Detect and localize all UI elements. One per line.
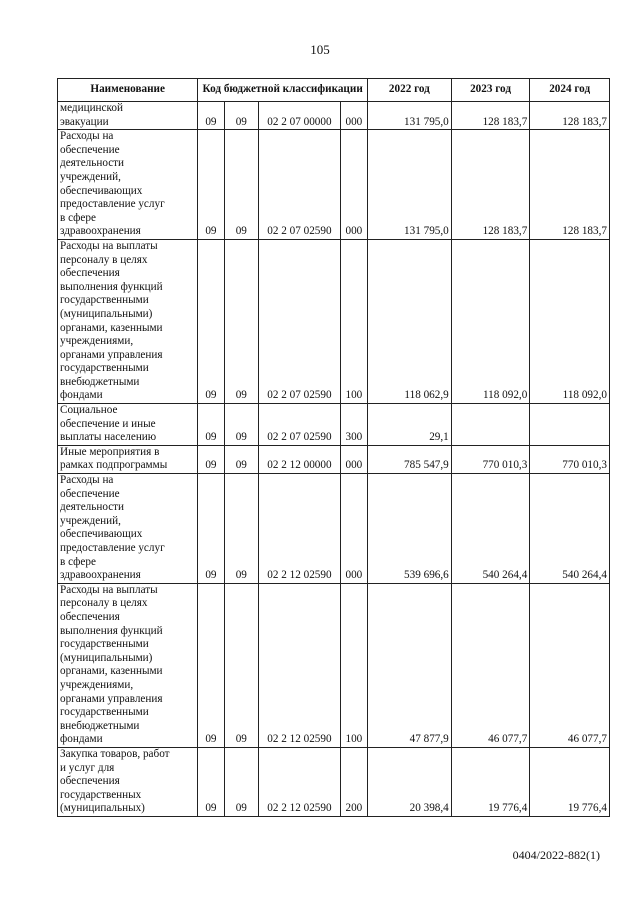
header-2023: 2023 год — [451, 79, 530, 102]
cell-rz: 09 — [198, 445, 224, 473]
cell-pr: 09 — [224, 474, 259, 584]
cell-name: медицинской эвакуации — [58, 102, 198, 130]
cell-vr: 000 — [340, 102, 367, 130]
table-row — [58, 102, 610, 130]
cell-y2024: 128 183,7 — [530, 102, 610, 130]
header-2024: 2024 год — [530, 79, 610, 102]
cell-csr: 02 2 12 02590 — [259, 583, 341, 747]
budget-table — [57, 78, 610, 817]
cell-y2022: 131 795,0 — [367, 102, 451, 130]
table-header — [58, 79, 610, 102]
cell-csr: 02 2 07 00000 — [259, 102, 341, 130]
table-body — [58, 102, 610, 817]
cell-rz: 09 — [198, 583, 224, 747]
cell-y2023 — [451, 404, 530, 446]
cell-vr: 100 — [340, 239, 367, 403]
cell-csr: 02 2 07 02590 — [259, 404, 341, 446]
cell-y2024 — [530, 404, 610, 446]
cell-y2022: 47 877,9 — [367, 583, 451, 747]
cell-rz: 09 — [198, 404, 224, 446]
cell-y2022: 785 547,9 — [367, 445, 451, 473]
cell-y2022: 20 398,4 — [367, 747, 451, 816]
cell-csr: 02 2 12 02590 — [259, 747, 341, 816]
cell-pr: 09 — [224, 747, 259, 816]
cell-pr: 09 — [224, 445, 259, 473]
cell-y2023: 128 183,7 — [451, 130, 530, 240]
header-2022: 2022 год — [367, 79, 451, 102]
cell-y2023: 46 077,7 — [451, 583, 530, 747]
cell-name: Расходы на выплаты персоналу в целях обеспечения выполнения функций государственными (муниципальными) органами, казенными учреждениями, органами управления государственными внебюджетными фондами — [58, 583, 198, 747]
cell-y2024: 118 092,0 — [530, 239, 610, 403]
cell-y2024: 540 264,4 — [530, 474, 610, 584]
cell-rz: 09 — [198, 102, 224, 130]
cell-rz: 09 — [198, 239, 224, 403]
table-row — [58, 404, 610, 446]
cell-y2024: 128 183,7 — [530, 130, 610, 240]
table-row — [58, 583, 610, 747]
cell-rz: 09 — [198, 130, 224, 240]
cell-y2022: 539 696,6 — [367, 474, 451, 584]
cell-y2023: 128 183,7 — [451, 102, 530, 130]
cell-y2023: 540 264,4 — [451, 474, 530, 584]
cell-y2024: 19 776,4 — [530, 747, 610, 816]
cell-csr: 02 2 12 02590 — [259, 474, 341, 584]
cell-name: Расходы на обеспечение деятельности учреждений, обеспечивающих предоставление услуг в сфере здравоохранения — [58, 130, 198, 240]
page-number: 105 — [310, 42, 330, 57]
cell-y2023: 770 010,3 — [451, 445, 530, 473]
table-row — [58, 130, 610, 240]
cell-name: Закупка товаров, работ и услуг для обеспечения государственных (муниципальных) — [58, 747, 198, 816]
cell-pr: 09 — [224, 404, 259, 446]
cell-y2022: 118 062,9 — [367, 239, 451, 403]
cell-pr: 09 — [224, 130, 259, 240]
cell-vr: 000 — [340, 474, 367, 584]
cell-rz: 09 — [198, 747, 224, 816]
cell-y2022: 29,1 — [367, 404, 451, 446]
cell-name: Социальное обеспечение и иные выплаты населению — [58, 404, 198, 446]
cell-name: Расходы на обеспечение деятельности учреждений, обеспечивающих предоставление услуг в сфере здравоохранения — [58, 474, 198, 584]
document-code: 0404/2022-882(1) — [512, 848, 600, 862]
cell-name: Расходы на выплаты персоналу в целях обеспечения выполнения функций государственными (муниципальными) органами, казенными учреждениями, органами управления государственными внебюджетными фондами — [58, 239, 198, 403]
cell-y2024: 46 077,7 — [530, 583, 610, 747]
header-name: Наименование — [58, 79, 198, 102]
cell-vr: 200 — [340, 747, 367, 816]
cell-pr: 09 — [224, 102, 259, 130]
cell-name: Иные мероприятия в рамках подпрограммы — [58, 445, 198, 473]
table-row — [58, 474, 610, 584]
cell-csr: 02 2 07 02590 — [259, 239, 341, 403]
cell-csr: 02 2 12 00000 — [259, 445, 341, 473]
cell-vr: 300 — [340, 404, 367, 446]
cell-vr: 100 — [340, 583, 367, 747]
cell-y2023: 19 776,4 — [451, 747, 530, 816]
cell-vr: 000 — [340, 445, 367, 473]
cell-y2024: 770 010,3 — [530, 445, 610, 473]
cell-vr: 000 — [340, 130, 367, 240]
cell-pr: 09 — [224, 583, 259, 747]
header-code: Код бюджетной классификации — [198, 79, 368, 102]
cell-pr: 09 — [224, 239, 259, 403]
cell-y2023: 118 092,0 — [451, 239, 530, 403]
table-row — [58, 445, 610, 473]
table-row — [58, 747, 610, 816]
table-row — [58, 239, 610, 403]
cell-rz: 09 — [198, 474, 224, 584]
cell-y2022: 131 795,0 — [367, 130, 451, 240]
cell-csr: 02 2 07 02590 — [259, 130, 341, 240]
